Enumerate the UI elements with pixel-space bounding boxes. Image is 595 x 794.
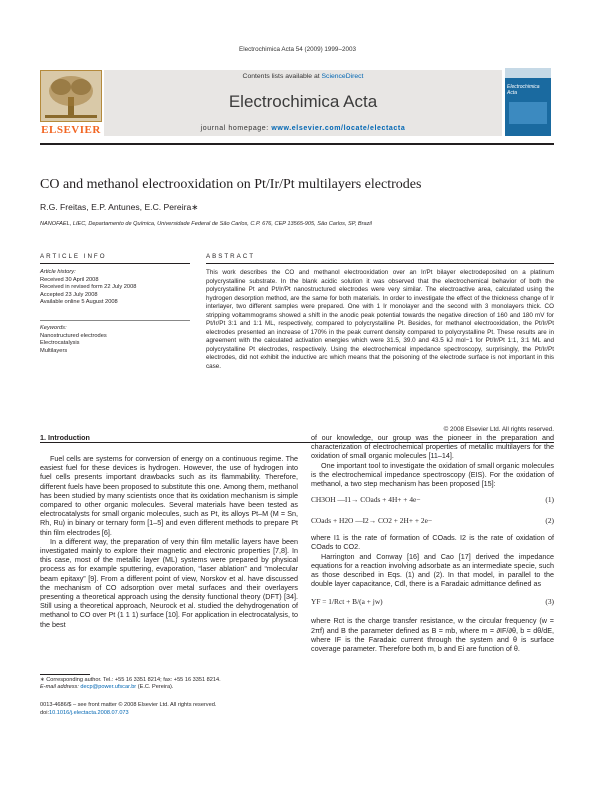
history-revised: Received in revised form 22 July 2008 (40, 284, 137, 291)
copyright-notice: © 2008 Elsevier Ltd. All rights reserved. (443, 426, 554, 433)
email-suffix: (E.C. Pereira). (136, 684, 174, 691)
keyword-item: Electrocatalysis (40, 340, 80, 347)
doi-link[interactable]: 10.1016/j.electacta.2008.07.073 (49, 709, 129, 716)
equation-3-text: YF = 1/Rct + B/(a + jw) (311, 597, 383, 607)
abstract-heading: ABSTRACT (206, 253, 256, 260)
keywords (40, 325, 190, 355)
footnote-mark: ∗ (40, 677, 45, 683)
cover-graphic (509, 102, 547, 124)
abstract-text: This work describes the CO and methanol electrooxidation over an Ir/Pt bilayer electrodeposited on a platinum polycrystalline substrate. In the blank acidic solution it was observed that the electrochemical behavior of both the polycrystalline Pt and Pt/Ir/Pt nanostructured electrodes were very similar. The electroactive area, calculated using the hydrogen desorption method, are the same for both materials. In order to investigate the effect of the thickness change of Ir interlayer, two different samples were prepared. One with 1 Ir monolayer and the second with 3 monolayers thick. CO stripping voltammograms showed a shift in the anodic peak potential towards the negative direction of 160 and 180 mV for Pt/Ir/Pt 3:1 and 1:1 ML, respectively, compared to polycrystalline Pt. Besides, for methanol electrooxidation, the Pt/Ir/Pt electrodes presented an increase of 170% in the peak current density compared to polycrystalline Pt. These results are in agreement with the calculated activation energies which were 31.5, 39.0 and 43.5 kJ mol−1 for Pt/Ir/Pt 1:1, 3:1 ML and polycrystalline Pt electrodes, respectively. Using the electrochemical impedance spectroscopy, surprisingly, the Pt/Ir/Pt electrodes, did not exhibit the inductive arc which means that the poisoning of the electrode surface is not important in this case. (206, 269, 554, 370)
footnote (40, 677, 298, 692)
body-paragraph: In a different way, the preparation of very thin film metallic layers have been investigated mainly to explore their magnetic and electronic properties [7,8]. In this case, most of the metallic layer (ML) systems were prepared by physical process as for example sputtering, evaporation, “laser ablation” and “molecular beam epitaxy” [9]. From a different point of view, Norskov et al. have discussed the mechanism of CO adsorption over metal surfaces and their overlayers presenting a theoretical approach using the density functional theory (DFT) [34]. Still using a theoretical approach, Neurock et al. studied the dehydrogenation of methanol to CO over Pt (1 1 1) surface [10]. For application in electrocatalysis, to the best (40, 536, 298, 629)
homepage-line (104, 125, 502, 132)
equation-3 (311, 591, 554, 613)
body-column-left (40, 454, 298, 629)
email-label: E-mail address: (40, 684, 81, 691)
equation-1 (311, 491, 554, 509)
elsevier-tree-icon (40, 70, 102, 122)
body-paragraph: of our knowledge, our group was the pioneer in the preparation and characterization of electrochemical properties of metallic multilayers for the oxidation of small organic molecules [11–14]. (311, 433, 554, 461)
sciencedirect-link[interactable]: ScienceDirect (321, 73, 364, 80)
homepage-prefix: journal homepage: (200, 125, 272, 132)
article-history (40, 269, 190, 307)
body-paragraph: where I1 is the rate of formation of COads. I2 is the rate of oxidation of COads to CO2. (311, 533, 554, 552)
footnote-corresponding (40, 677, 298, 684)
journal-title: Electrochimica Acta (228, 92, 378, 111)
header-rule (40, 143, 554, 145)
affiliation: NANOFAEL, LIEC, Departamento de Química, Universidade Federal de São Carlos, C.P. 676, CEP 13565-905, São Carlos, SP, Brazil (40, 221, 372, 227)
author-list (40, 202, 554, 213)
doi-label: doi: (40, 709, 50, 716)
body-paragraph: Fuel cells are systems for conversion of energy on a continuous regime. The easiest fuel for these devices is hydrogen. However, the use of hydrogen into fuel cells presents important drawbacks such as its flammability. Therefore, different fuels have been proposed to substitute this one. Among them, methanol has been studied by many scientists once that its oxidation mechanism is simple compared to other organic molecules. Several materials have been tested as electrocatalysts for small organic molecules, such as Pt, its alloys Pt–M (M = Sn, Rh, Ru) in binary or ternary form [1–5] and even different methods to prepare Pt thin film electrodes [6]. (40, 454, 298, 537)
history-accepted: Accepted 23 July 2008 (40, 291, 98, 298)
homepage-url-link[interactable]: www.elsevier.com/locate/electacta (271, 125, 406, 132)
cover-title: Electrochimica Acta (507, 84, 540, 96)
history-online: Available online 5 August 2008 (40, 299, 118, 306)
article-info-rule (40, 263, 190, 264)
journal-citation: Electrochimica Acta 54 (2009) 1999–2003 (239, 46, 356, 53)
issn-line: 0013-4686/$ – see front matter © 2008 Elsevier Ltd. All rights reserved. (40, 702, 217, 708)
history-label: Article history: (40, 269, 76, 275)
equation-1-text: CH3OH —I1→ COads + 4H+ + 4e− (311, 495, 421, 505)
article-title: CO and methanol electrooxidation on Pt/Ir/Pt multilayers electrodes (40, 177, 422, 192)
article-identifiers (40, 702, 298, 717)
equation-1-number: (1) (545, 495, 554, 505)
cover-banner (505, 68, 551, 78)
authors: R.G. Freitas, E.P. Antunes, E.C. Pereira (40, 202, 192, 212)
elsevier-wordmark: ELSEVIER (41, 124, 101, 136)
equation-2 (311, 512, 554, 530)
email-link[interactable]: decp@power.ufscar.br (80, 684, 137, 691)
footnote-rule (40, 674, 90, 675)
history-received: Received 30 April 2008 (40, 276, 99, 283)
article-info-divider (40, 320, 190, 321)
body-paragraph: Harrington and Conway [16] and Cao [17] derived the impedance equations for a reaction involving adsorbate as an intermediate specie, such as those described in Eqs. (1) and (2). In that model, in parallel to the double layer capacitance, Cdl, there is a Faradaic admittance defined as (311, 551, 554, 589)
footnote-contact: Corresponding author. Tel.: +55 16 3351 8214; fax: +55 16 3351 8214. (46, 677, 221, 683)
article-info-heading: ARTICLE INFO (40, 253, 107, 260)
elsevier-logo (40, 70, 102, 136)
doi-line (40, 710, 298, 718)
journal-header-panel (104, 70, 502, 136)
body-paragraph: One important tool to investigate the oxidation of small organic molecules is the electrochemical impedance spectroscopy (EIS). For the oxidation of methanol, a two step mechanism has been proposed [15]: (311, 460, 554, 489)
equation-2-text: COads + H2O —I2→ CO2 + 2H+ + 2e− (311, 516, 433, 526)
footnote-email-line (40, 684, 298, 691)
contents-prefix: Contents lists available at (242, 73, 322, 80)
keyword-item: Multilayers (40, 347, 68, 354)
abstract-rule (206, 263, 554, 264)
equation-3-number: (3) (545, 597, 554, 607)
keywords-label: Keywords: (40, 325, 67, 331)
section-heading-introduction: 1. Introduction (40, 433, 90, 442)
body-paragraph: where Rct is the charge transfer resistance, w the circular frequency (w = 2πf) and B the parameter defined as B = mb, where m = ∂IF/∂θ, b = dθ/dE, where IF is the Faradaic current through the system and θ is surface coverage parameter. Therefore both m, b and Ei are function of θ. (311, 616, 554, 654)
corresponding-author-mark[interactable]: ∗ (191, 202, 199, 212)
contents-line (104, 73, 502, 80)
journal-cover-image (505, 68, 551, 136)
keyword-item: Nanostructured electrodes (40, 332, 107, 339)
equation-2-number: (2) (545, 516, 554, 526)
body-column-right (311, 433, 554, 653)
